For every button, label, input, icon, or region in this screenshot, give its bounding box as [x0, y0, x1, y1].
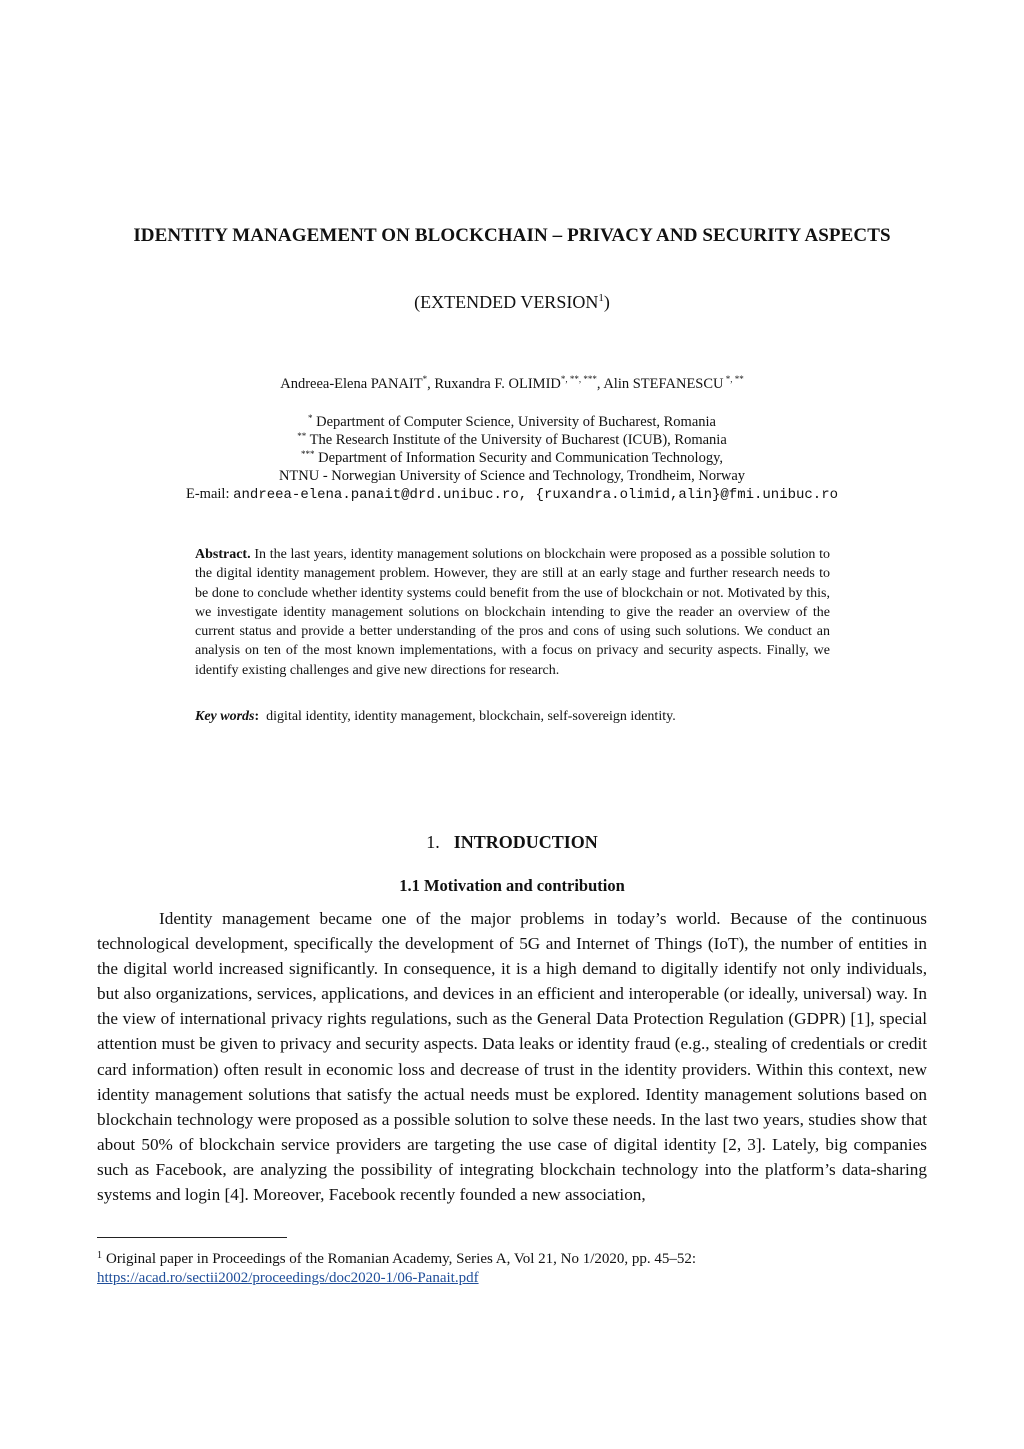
affil-text: The Research Institute of the University of Bucharest (ICUB), Romania	[306, 432, 727, 448]
affil-mark: **	[297, 431, 307, 441]
footnote	[97, 1250, 927, 1288]
keywords	[195, 709, 830, 725]
footnote-text: Original paper in Proceedings of the Romanian Academy, Series A, Vol 21, No 1/2020, pp. 45–52:	[106, 1251, 697, 1267]
author-affil-mark: *, **, ***	[560, 374, 597, 384]
email-addresses[interactable]: andreea-elena.panait@drd.unibuc.ro, {ruxandra.olimid,alin}@fmi.unibuc.ro	[233, 487, 839, 503]
affiliation-line	[0, 467, 1024, 485]
extended-version-label	[0, 292, 1024, 313]
author-name: Ruxandra F. OLIMID	[434, 376, 561, 392]
affiliation-line	[0, 449, 1024, 467]
footnote-mark: 1	[97, 1250, 102, 1261]
body-text	[97, 906, 927, 1207]
footnote-divider	[97, 1237, 287, 1238]
affiliation-line	[0, 431, 1024, 449]
email-line	[0, 485, 1024, 504]
footnote-link-line	[97, 1269, 927, 1288]
author-affil-mark: *	[422, 374, 428, 384]
affil-text: Department of Information Security and Communication Technology,	[314, 450, 723, 466]
affiliation-line	[0, 413, 1024, 431]
body-paragraph: Identity management became one of the major problems in today’s world. Because of the continuous technological development, specifically the development of 5G and Internet of Things (IoT), the number of entities in the digital world increased significantly. In consequence, it is a high demand to digitally identify not only individuals, but also organizations, services, applications, and devices in an efficient and interoperable (or ideally, universal) way. In the view of international privacy rights regulations, such as the General Data Protection Regulation (GDPR) [1], special attention must be given to privacy and security aspects. Data leaks or identity fraud (e.g., stealing of credentials or credit card information) often result in economic loss and decrease of trust in the identity providers. Within this context, new identity management solutions that satisfy the actual needs must be explored. Identity management solutions based on blockchain technology were proposed as a possible solution to solve these needs. In the last two years, studies show that about 50% of blockchain service providers are targeting the use case of digital identity [2, 3]. Lately, big companies such as Facebook, are analyzing the possibility of integrating blockchain technology into the platform’s data-sharing systems and login [4]. Moreover, Facebook recently founded a new association,	[97, 909, 927, 1205]
subsection-heading: 1.1 Motivation and contribution	[399, 876, 625, 895]
keywords-text: digital identity, identity management, blockchain, self-sovereign identity.	[259, 709, 676, 724]
abstract-text: In the last years, identity management solutions on blockchain were proposed as a possible solution to the digital identity management problem. However, they are still at an early stage and further research needs to be done to conclude whether identity systems could benefit from the use of blockchain or not. Motivated by this, we investigate identity management solutions on blockchain intending to give the reader an overview of the current status and provide a better understanding of the pros and cons of using such solutions. We conduct an analysis on ten of the most known implementations, with a focus on privacy and security aspects. Finally, we identify existing challenges and give new directions for research.	[195, 547, 830, 678]
section-heading-introduction	[0, 832, 1024, 853]
affil-mark: ***	[300, 449, 315, 459]
version-close: )	[603, 292, 610, 312]
abstract-label: Abstract.	[195, 547, 251, 562]
affil-mark: *	[308, 413, 313, 423]
affil-text: Department of Computer Science, University of Bucharest, Romania	[312, 414, 716, 430]
affiliations	[0, 413, 1024, 504]
abstract	[195, 545, 830, 680]
footnote-line	[97, 1250, 927, 1269]
section-number: 1.	[426, 832, 440, 852]
author-sep: ,	[427, 376, 435, 392]
email-label: E-mail:	[185, 486, 234, 502]
footnote-link[interactable]: https://acad.ro/sectii2002/proceedings/doc2020-1/06-Panait.pdf	[97, 1270, 479, 1286]
keywords-label: Key words	[195, 709, 255, 724]
keywords-colon: :	[254, 709, 260, 724]
author-sep: ,	[596, 376, 604, 392]
section-title: INTRODUCTION	[453, 832, 598, 852]
footnote-ref-mark[interactable]: 1	[598, 292, 604, 304]
affil-text: NTNU - Norwegian University of Science and Technology, Trondheim, Norway	[278, 468, 746, 484]
paper-title: IDENTITY MANAGEMENT ON BLOCKCHAIN – PRIVACY AND SECURITY ASPECTS	[133, 225, 891, 246]
author-affil-mark: *, **	[723, 374, 744, 384]
author-name: Alin STEFANESCU	[603, 376, 724, 392]
author-list	[0, 376, 1024, 393]
author-name: Andreea-Elena PANAIT	[280, 376, 423, 392]
version-text: (EXTENDED VERSION	[414, 292, 599, 312]
